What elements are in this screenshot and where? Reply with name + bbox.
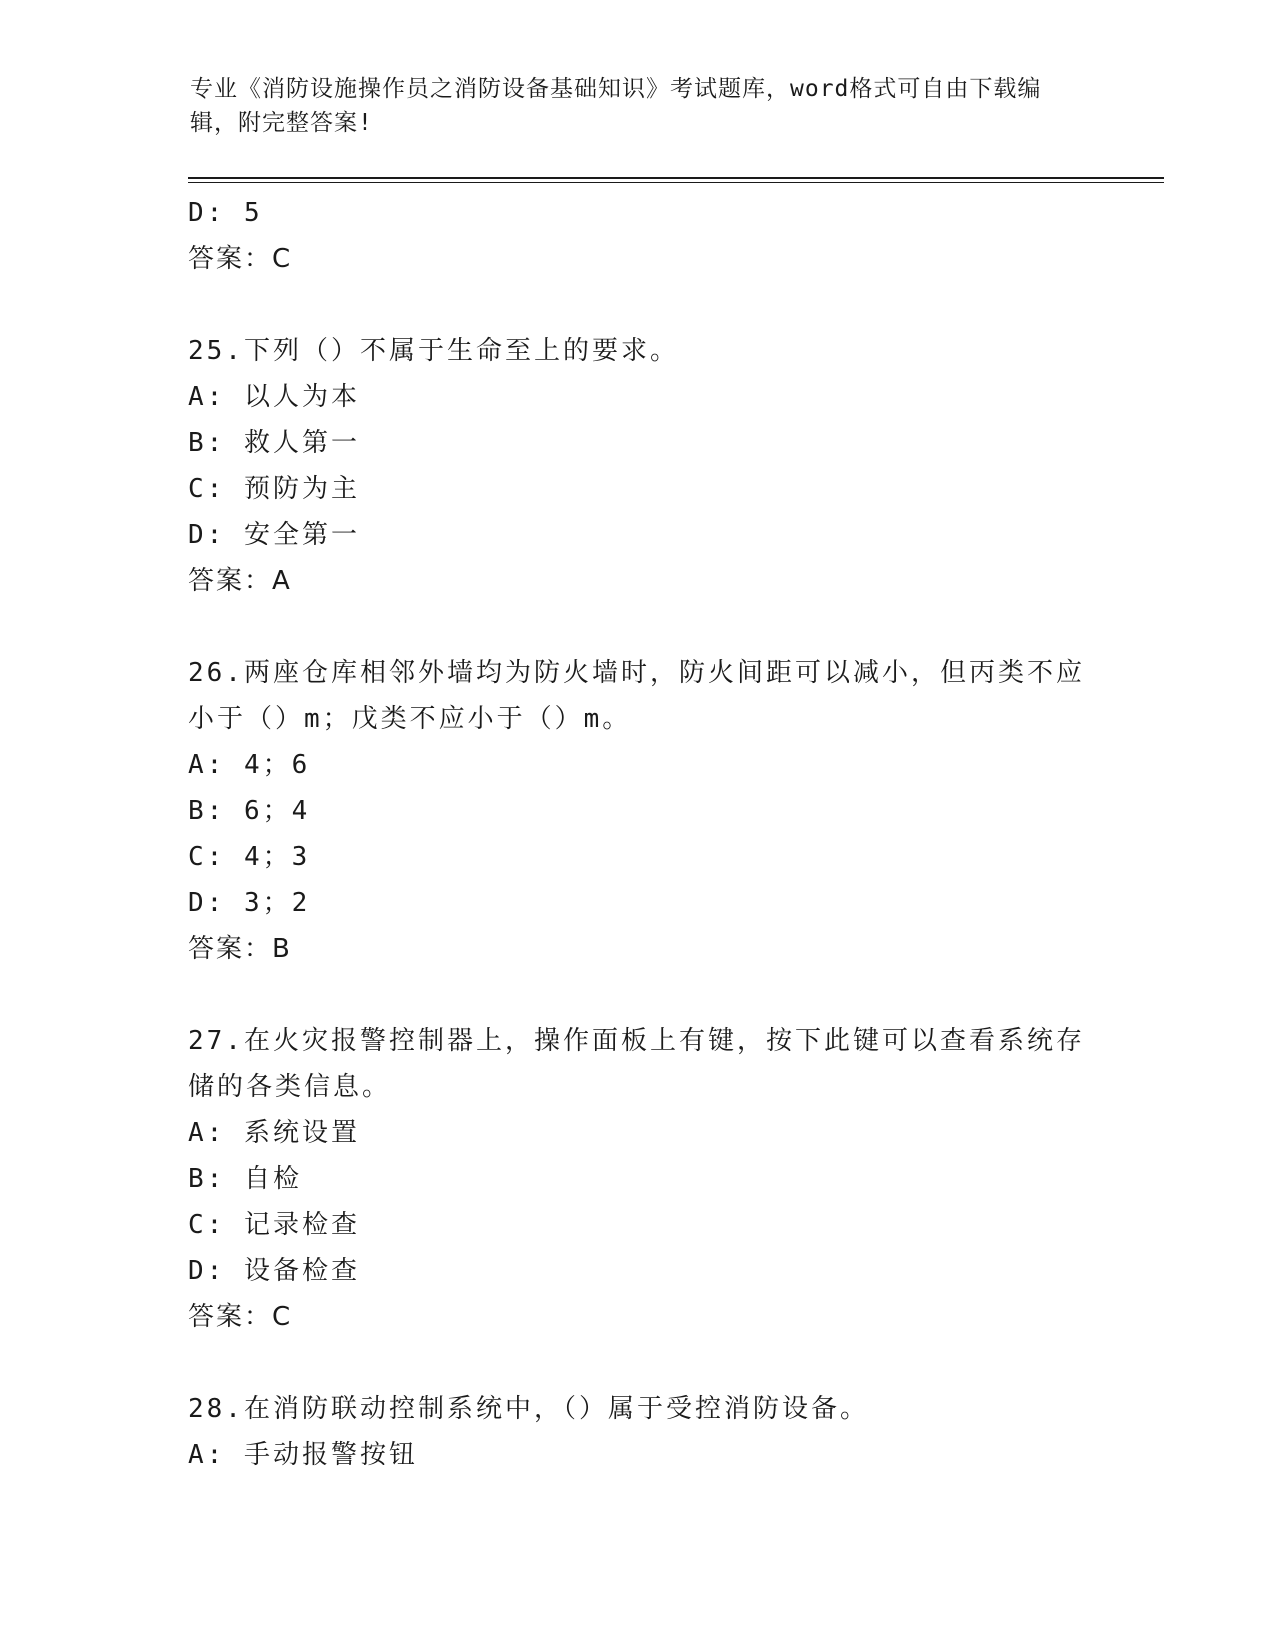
- question-list: [188, 190, 1088, 1478]
- option-b: B: 自检: [188, 1164, 302, 1194]
- answer: 答案：B: [188, 934, 292, 964]
- header-rule-thick: [188, 177, 1164, 179]
- option-a: A: 手动报警按钮: [188, 1440, 418, 1470]
- option-d: D: 安全第一: [188, 520, 360, 550]
- option-c: C: 记录检查: [188, 1210, 360, 1240]
- header-line-2: 辑，附完整答案!: [190, 110, 373, 136]
- question-28: [188, 1386, 1088, 1478]
- header-rule-thin: [188, 182, 1164, 183]
- option-d: D: 5: [188, 198, 263, 228]
- question-25: [188, 328, 1088, 604]
- option-c: C: 预防为主: [188, 474, 360, 504]
- question-stem-line-2: 储的各类信息。: [188, 1072, 392, 1102]
- document-header: [190, 72, 1080, 140]
- option-b: B: 救人第一: [188, 428, 360, 458]
- option-d: D: 设备检查: [188, 1256, 360, 1286]
- option-a: A: 系统设置: [188, 1118, 360, 1148]
- question-stem: 28.在消防联动控制系统中，（）属于受控消防设备。: [188, 1394, 869, 1424]
- answer: 答案：C: [188, 244, 293, 274]
- option-c: C: 4；3: [188, 842, 311, 872]
- question-27: [188, 1018, 1088, 1340]
- answer: 答案：A: [188, 566, 292, 596]
- question-26: [188, 650, 1088, 972]
- question-stem-line-1: 26.两座仓库相邻外墙均为防火墙时，防火间距可以减小，但丙类不应: [188, 658, 1085, 688]
- option-a: A: 以人为本: [188, 382, 360, 412]
- question-stem-line-1: 27.在火灾报警控制器上，操作面板上有键，按下此键可以查看系统存: [188, 1026, 1085, 1056]
- option-d: D: 3；2: [188, 888, 311, 918]
- option-a: A: 4；6: [188, 750, 311, 780]
- question-stem: 25.下列（）不属于生命至上的要求。: [188, 336, 679, 366]
- option-b: B: 6；4: [188, 796, 311, 826]
- header-line-1: 专业《消防设施操作员之消防设备基础知识》考试题库，word格式可自由下载编: [190, 76, 1042, 102]
- answer: 答案：C: [188, 1302, 293, 1332]
- question-stem-line-2: 小于（）m；戊类不应小于（）m。: [188, 704, 632, 734]
